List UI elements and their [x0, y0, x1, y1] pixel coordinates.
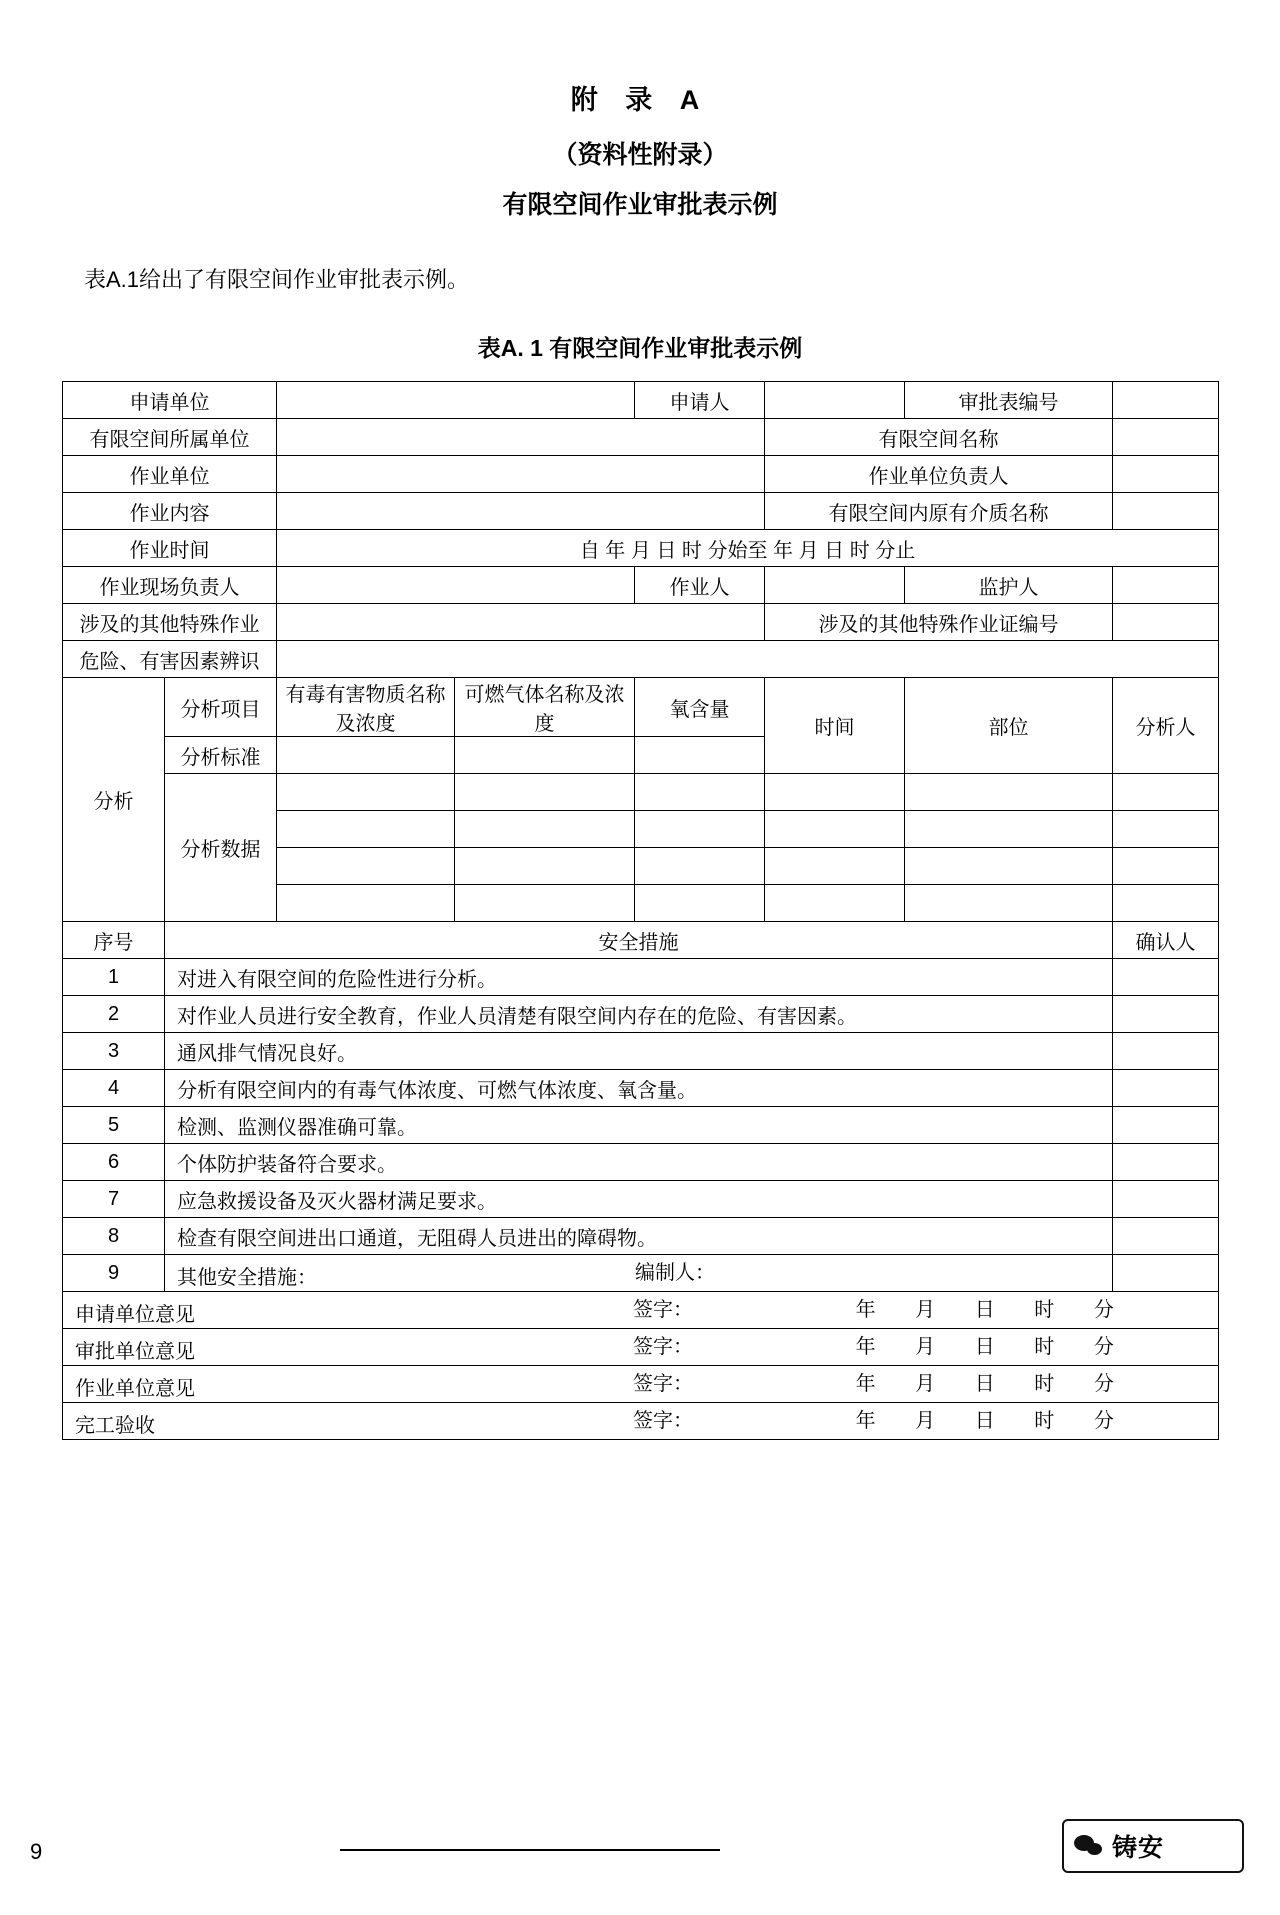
label-work-content: 作业内容 — [63, 493, 277, 530]
measure-text: 应急救援设备及灭火器材满足要求。 — [165, 1181, 1113, 1218]
label-original-medium: 有限空间内原有介质名称 — [765, 493, 1113, 530]
day-label: 日 — [974, 1299, 995, 1321]
wechat-icon — [1074, 1833, 1104, 1859]
field-data-time[interactable] — [765, 811, 905, 848]
field-data-time[interactable] — [765, 848, 905, 885]
field-worker[interactable] — [765, 567, 905, 604]
signature-label: 签字： — [633, 1336, 693, 1358]
opinion-label: 完工验收 — [75, 1415, 155, 1437]
table-row-measure — [63, 1218, 1219, 1255]
field-data-oxygen[interactable] — [635, 848, 765, 885]
label-form-number: 审批表编号 — [905, 382, 1113, 419]
year-label: 年 — [855, 1373, 876, 1395]
field-space-name[interactable] — [1113, 419, 1219, 456]
measure-no: 2 — [63, 996, 165, 1033]
field-confirmer[interactable] — [1113, 1255, 1219, 1292]
table-row — [63, 419, 1219, 456]
minute-label: 分 — [1093, 1336, 1114, 1358]
table-caption: 表A. 1 有限空间作业审批表示例 — [477, 335, 803, 361]
measure-text: 通风排气情况良好。 — [165, 1033, 1113, 1070]
table-row-opinion — [63, 1366, 1219, 1403]
opinion-approval-unit[interactable] — [63, 1329, 1219, 1366]
appendix-type: （资料性附录） — [552, 141, 728, 169]
approval-form-table — [62, 381, 1219, 1440]
field-data-flammable[interactable] — [455, 811, 635, 848]
label-guardian: 监护人 — [905, 567, 1113, 604]
field-space-owner-unit[interactable] — [277, 419, 765, 456]
field-data-oxygen[interactable] — [635, 885, 765, 922]
footer-divider — [340, 1849, 720, 1851]
measure-no: 6 — [63, 1144, 165, 1181]
field-data-oxygen[interactable] — [635, 774, 765, 811]
appendix-title: 附 录 A — [570, 85, 710, 115]
field-confirmer[interactable] — [1113, 1107, 1219, 1144]
page-footer — [0, 1803, 1280, 1873]
col-toxic-substance: 有毒有害物质名称及浓度 — [277, 678, 455, 737]
table-row-opinion — [63, 1329, 1219, 1366]
date-fields — [839, 1404, 1131, 1433]
field-guardian[interactable] — [1113, 567, 1219, 604]
table-row-measure — [63, 959, 1219, 996]
measure-text: 分析有限空间内的有毒气体浓度、可燃气体浓度、氧含量。 — [165, 1070, 1113, 1107]
field-data-analyst[interactable] — [1113, 774, 1219, 811]
table-row — [63, 493, 1219, 530]
minute-label: 分 — [1093, 1410, 1114, 1432]
measure-other-cell[interactable] — [165, 1255, 1113, 1292]
signature-label: 签字： — [633, 1373, 693, 1395]
label-work-time: 作业时间 — [63, 530, 277, 567]
table-row-measure-other — [63, 1255, 1219, 1292]
field-confirmer[interactable] — [1113, 1181, 1219, 1218]
table-row — [63, 456, 1219, 493]
field-confirmer[interactable] — [1113, 996, 1219, 1033]
opinion-applicant-unit[interactable] — [63, 1292, 1219, 1329]
opinion-completion-acceptance[interactable] — [63, 1403, 1219, 1440]
date-fields — [839, 1293, 1131, 1322]
field-form-number[interactable] — [1113, 382, 1219, 419]
measure-no: 8 — [63, 1218, 165, 1255]
opinion-signature-line — [63, 1367, 1218, 1396]
col-location: 部位 — [905, 678, 1113, 774]
date-fields — [839, 1330, 1131, 1359]
header-safety-measure: 安全措施 — [165, 922, 1113, 959]
field-data-time[interactable] — [765, 885, 905, 922]
table-row — [63, 530, 1219, 567]
field-data-flammable[interactable] — [455, 885, 635, 922]
label-analysis-standard: 分析标准 — [165, 737, 277, 774]
label-applicant: 申请人 — [635, 382, 765, 419]
field-hazard-identification[interactable] — [277, 641, 1219, 678]
header-confirmer: 确认人 — [1113, 922, 1219, 959]
field-data-location[interactable] — [905, 774, 1113, 811]
field-data-analyst[interactable] — [1113, 885, 1219, 922]
opinion-label: 作业单位意见 — [75, 1378, 195, 1400]
table-row-analysis-header — [63, 678, 1219, 737]
field-data-location[interactable] — [905, 885, 1113, 922]
field-data-toxic[interactable] — [277, 774, 455, 811]
measure-other-text: 其他安全措施： — [177, 1267, 317, 1289]
field-site-leader[interactable] — [277, 567, 635, 604]
month-label: 月 — [915, 1373, 936, 1395]
field-data-location[interactable] — [905, 848, 1113, 885]
table-row-opinion — [63, 1292, 1219, 1329]
field-confirmer[interactable] — [1113, 1218, 1219, 1255]
table-row — [63, 567, 1219, 604]
page-number: 9 — [30, 1839, 43, 1864]
table-row-measure — [63, 1033, 1219, 1070]
measure-no: 9 — [63, 1255, 165, 1292]
field-work-unit[interactable] — [277, 456, 765, 493]
table-row-measure — [63, 1070, 1219, 1107]
field-confirmer[interactable] — [1113, 1033, 1219, 1070]
table-row — [63, 641, 1219, 678]
measure-text: 个体防护装备符合要求。 — [165, 1144, 1113, 1181]
col-analyst: 分析人 — [1113, 678, 1219, 774]
label-site-leader: 作业现场负责人 — [63, 567, 277, 604]
appendix-heading — [62, 0, 1218, 221]
field-data-flammable[interactable] — [455, 848, 635, 885]
table-row-measures-header — [63, 922, 1219, 959]
minute-label: 分 — [1093, 1373, 1114, 1395]
table-row-measure — [63, 1144, 1219, 1181]
hour-label: 时 — [1034, 1336, 1055, 1358]
field-data-toxic[interactable] — [277, 811, 455, 848]
measure-no: 1 — [63, 959, 165, 996]
year-label: 年 — [855, 1299, 876, 1321]
field-standard-oxygen[interactable] — [635, 737, 765, 774]
col-flammable-gas: 可燃气体名称及浓度 — [455, 678, 635, 737]
month-label: 月 — [915, 1336, 936, 1358]
opinion-label: 审批单位意见 — [75, 1341, 195, 1363]
field-other-permit-number[interactable] — [1113, 604, 1219, 641]
table-row-opinion — [63, 1403, 1219, 1440]
col-time: 时间 — [765, 678, 905, 774]
table-row-measure — [63, 996, 1219, 1033]
measure-no: 4 — [63, 1070, 165, 1107]
field-data-time[interactable] — [765, 774, 905, 811]
field-data-toxic[interactable] — [277, 848, 455, 885]
date-fields — [839, 1367, 1131, 1396]
label-analysis-data: 分析数据 — [165, 774, 277, 922]
table-row — [63, 382, 1219, 419]
hour-label: 时 — [1034, 1410, 1055, 1432]
year-label: 年 — [855, 1410, 876, 1432]
field-data-oxygen[interactable] — [635, 811, 765, 848]
field-standard-flammable[interactable] — [455, 737, 635, 774]
signature-label: 签字： — [633, 1299, 693, 1321]
field-applicant-unit[interactable] — [277, 382, 635, 419]
header-sequence-no: 序号 — [63, 922, 165, 959]
day-label: 日 — [974, 1373, 995, 1395]
wechat-account-name: 铸安 — [1112, 1834, 1165, 1862]
hour-label: 时 — [1034, 1373, 1055, 1395]
measure-text: 对作业人员进行安全教育，作业人员清楚有限空间内存在的危险、有害因素。 — [165, 996, 1113, 1033]
measure-no: 5 — [63, 1107, 165, 1144]
label-space-owner-unit: 有限空间所属单位 — [63, 419, 277, 456]
table-row-measure — [63, 1107, 1219, 1144]
opinion-label: 申请单位意见 — [75, 1304, 195, 1326]
field-data-flammable[interactable] — [455, 774, 635, 811]
field-original-medium[interactable] — [1113, 493, 1219, 530]
editor-label: 编制人： — [635, 1262, 715, 1284]
field-confirmer[interactable] — [1113, 1070, 1219, 1107]
field-work-unit-leader[interactable] — [1113, 456, 1219, 493]
month-label: 月 — [915, 1410, 936, 1432]
table-row-measure — [63, 1181, 1219, 1218]
label-worker: 作业人 — [635, 567, 765, 604]
minute-label: 分 — [1093, 1299, 1114, 1321]
signature-label: 签字： — [633, 1410, 693, 1432]
opinion-signature-line — [63, 1404, 1218, 1433]
field-confirmer[interactable] — [1113, 1144, 1219, 1181]
opinion-signature-line — [63, 1330, 1218, 1359]
field-data-toxic[interactable] — [277, 885, 455, 922]
field-data-analyst[interactable] — [1113, 811, 1219, 848]
col-oxygen-content: 氧含量 — [635, 678, 765, 737]
table-row-analysis-data — [63, 774, 1219, 811]
label-other-special-work: 涉及的其他特殊作业 — [63, 604, 277, 641]
table-row — [63, 604, 1219, 641]
label-other-permit-number: 涉及的其他特殊作业证编号 — [765, 604, 1113, 641]
label-analysis-item: 分析项目 — [165, 678, 277, 737]
appendix-subtitle: 有限空间作业审批表示例 — [502, 191, 778, 219]
measure-text: 对进入有限空间的危险性进行分析。 — [165, 959, 1113, 996]
measure-no: 3 — [63, 1033, 165, 1070]
intro-paragraph: 表A.1给出了有限空间作业审批表示例。 — [84, 267, 470, 292]
field-work-content[interactable] — [277, 493, 765, 530]
label-space-name: 有限空间名称 — [765, 419, 1113, 456]
label-applicant-unit: 申请单位 — [63, 382, 277, 419]
wechat-account-stamp — [1062, 1819, 1244, 1873]
measure-text: 检查有限空间进出口通道，无阻碍人员进出的障碍物。 — [165, 1218, 1113, 1255]
year-label: 年 — [855, 1336, 876, 1358]
label-work-unit-leader: 作业单位负责人 — [765, 456, 1113, 493]
field-other-special-work[interactable] — [277, 604, 765, 641]
field-data-location[interactable] — [905, 811, 1113, 848]
field-applicant[interactable] — [765, 382, 905, 419]
day-label: 日 — [974, 1410, 995, 1432]
label-analysis-group: 分析 — [63, 678, 165, 922]
field-confirmer[interactable] — [1113, 959, 1219, 996]
field-standard-toxic[interactable] — [277, 737, 455, 774]
field-data-analyst[interactable] — [1113, 848, 1219, 885]
opinion-signature-line — [63, 1293, 1218, 1322]
month-label: 月 — [915, 1299, 936, 1321]
label-work-unit: 作业单位 — [63, 456, 277, 493]
hour-label: 时 — [1034, 1299, 1055, 1321]
day-label: 日 — [974, 1336, 995, 1358]
field-work-time[interactable]: 自 年 月 日 时 分始至 年 月 日 时 分止 — [277, 530, 1219, 567]
measure-no: 7 — [63, 1181, 165, 1218]
opinion-work-unit[interactable] — [63, 1366, 1219, 1403]
label-hazard-identification: 危险、有害因素辨识 — [63, 641, 277, 678]
measure-text: 检测、监测仪器准确可靠。 — [165, 1107, 1113, 1144]
